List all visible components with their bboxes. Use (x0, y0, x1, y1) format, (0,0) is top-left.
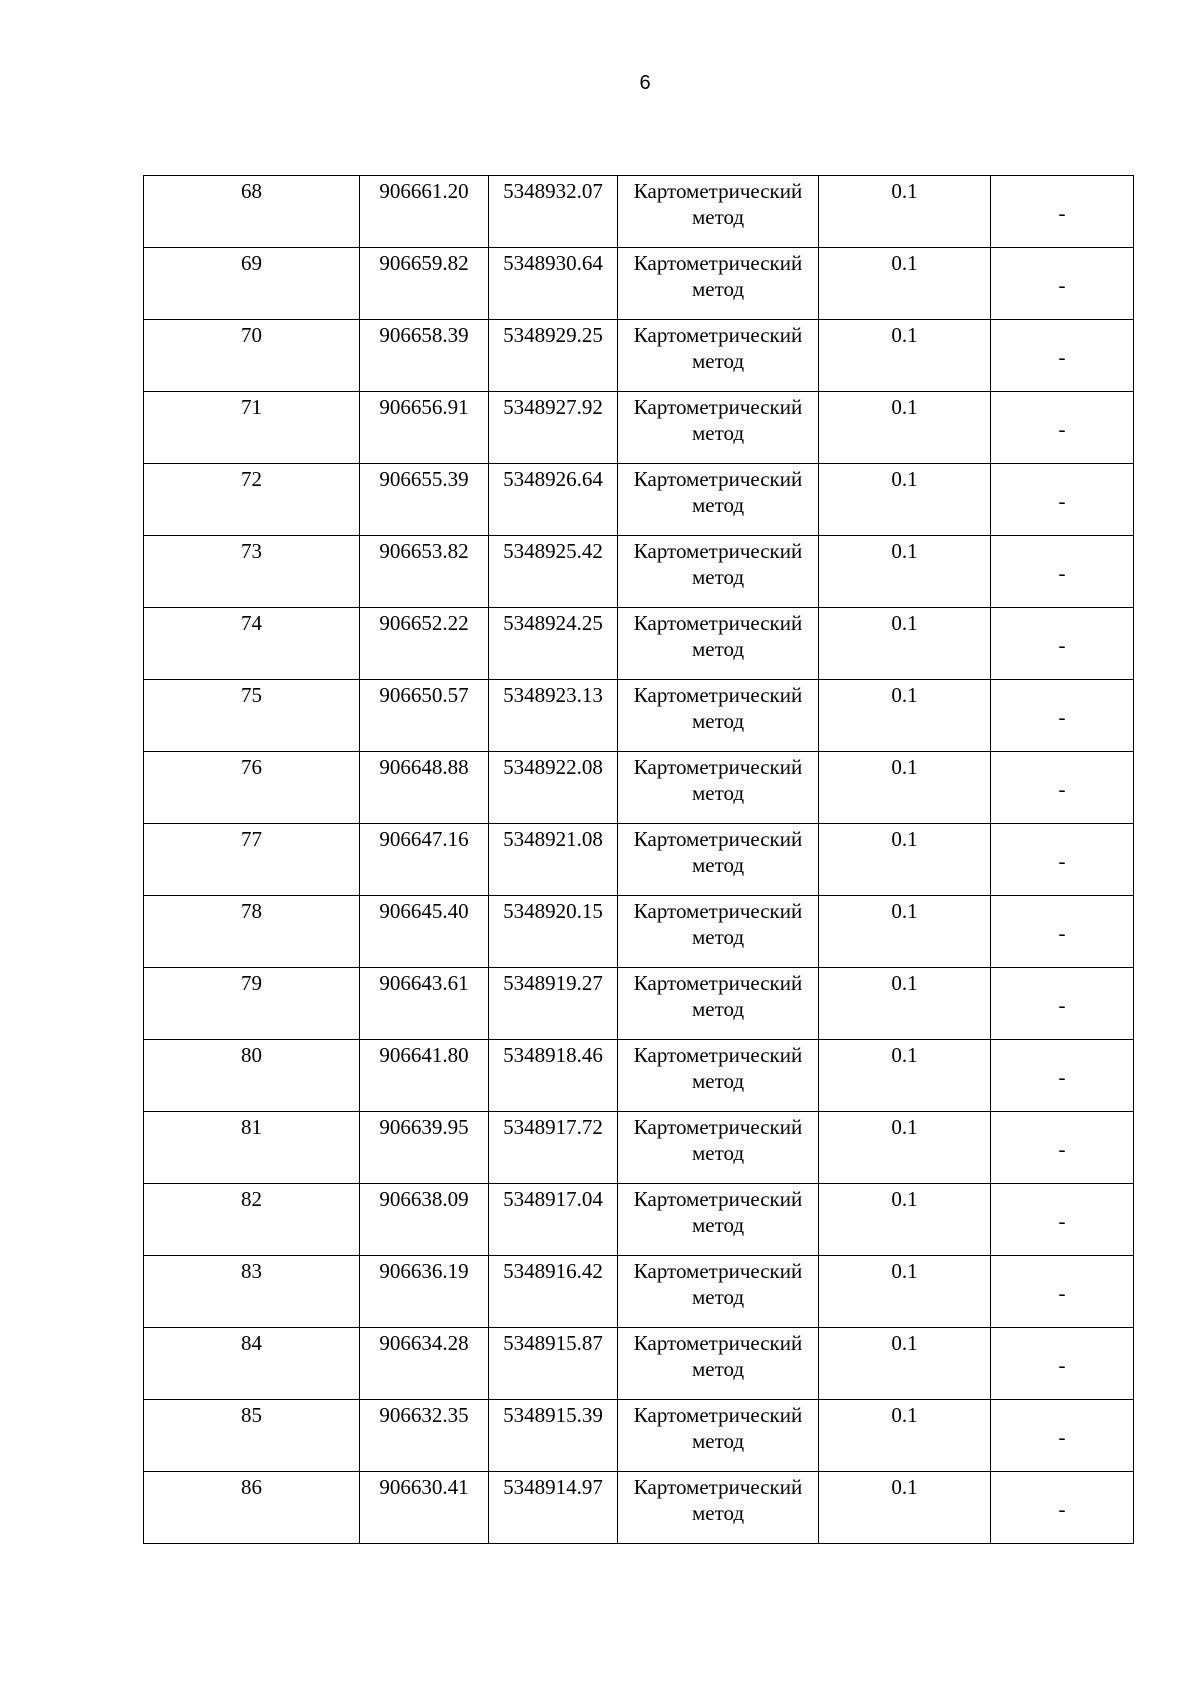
y-coordinate-cell-text: 5348925.42 (503, 539, 603, 563)
note-cell (991, 1400, 1134, 1472)
note-cell (991, 968, 1134, 1040)
note-cell (991, 608, 1134, 680)
y-coordinate-cell (489, 1472, 618, 1544)
note-cell-text: - (1058, 416, 1066, 441)
method-cell-text: Картометрический метод (633, 467, 803, 517)
table-row (144, 968, 1134, 1040)
note-cell-text: - (1058, 920, 1066, 945)
method-cell-text: Картометрический метод (633, 395, 803, 445)
precision-cell-text: 0.1 (891, 755, 918, 779)
note-cell (991, 320, 1134, 392)
table-row (144, 680, 1134, 752)
precision-cell (819, 464, 991, 536)
table-row (144, 1328, 1134, 1400)
x-coordinate-cell-text: 906653.82 (379, 539, 469, 563)
note-cell (991, 680, 1134, 752)
x-coordinate-cell (360, 1400, 489, 1472)
table-row (144, 320, 1134, 392)
x-coordinate-cell-text: 906638.09 (379, 1187, 469, 1211)
y-coordinate-cell (489, 680, 618, 752)
method-cell-text: Картометрический метод (633, 1043, 803, 1093)
precision-cell-text: 0.1 (891, 1115, 918, 1139)
method-cell (618, 680, 819, 752)
table-row (144, 1400, 1134, 1472)
point-number-cell (144, 464, 360, 536)
point-number-cell-text: 78 (241, 899, 262, 923)
precision-cell (819, 896, 991, 968)
y-coordinate-cell (489, 968, 618, 1040)
x-coordinate-cell (360, 1256, 489, 1328)
note-cell-text: - (1058, 488, 1066, 513)
table-row (144, 536, 1134, 608)
table-row (144, 248, 1134, 320)
note-cell-text: - (1058, 1352, 1066, 1377)
x-coordinate-cell-text: 906636.19 (379, 1259, 469, 1283)
table-row (144, 1256, 1134, 1328)
precision-cell-text: 0.1 (891, 179, 918, 203)
x-coordinate-cell-text: 906658.39 (379, 323, 469, 347)
y-coordinate-cell (489, 1400, 618, 1472)
precision-cell-text: 0.1 (891, 251, 918, 275)
note-cell (991, 392, 1134, 464)
x-coordinate-cell (360, 680, 489, 752)
note-cell (991, 1112, 1134, 1184)
precision-cell (819, 608, 991, 680)
y-coordinate-cell-text: 5348932.07 (503, 179, 603, 203)
precision-cell-text: 0.1 (891, 323, 918, 347)
y-coordinate-cell-text: 5348927.92 (503, 395, 603, 419)
y-coordinate-cell (489, 536, 618, 608)
point-number-cell (144, 176, 360, 248)
method-cell (618, 176, 819, 248)
method-cell-text: Картометрический метод (633, 1187, 803, 1237)
precision-cell-text: 0.1 (891, 1331, 918, 1355)
y-coordinate-cell-text: 5348920.15 (503, 899, 603, 923)
method-cell-text: Картометрический метод (633, 251, 803, 301)
precision-cell-text: 0.1 (891, 1403, 918, 1427)
y-coordinate-cell-text: 5348923.13 (503, 683, 603, 707)
point-number-cell-text: 70 (241, 323, 262, 347)
table-row (144, 1472, 1134, 1544)
point-number-cell-text: 82 (241, 1187, 262, 1211)
table-row (144, 1040, 1134, 1112)
x-coordinate-cell-text: 906632.35 (379, 1403, 469, 1427)
y-coordinate-cell (489, 608, 618, 680)
point-number-cell (144, 896, 360, 968)
method-cell-text: Картометрический метод (633, 323, 803, 373)
note-cell-text: - (1058, 1064, 1066, 1089)
note-cell (991, 1472, 1134, 1544)
method-cell-text: Картометрический метод (633, 1259, 803, 1309)
precision-cell-text: 0.1 (891, 1475, 918, 1499)
table-row (144, 896, 1134, 968)
method-cell (618, 752, 819, 824)
x-coordinate-cell-text: 906639.95 (379, 1115, 469, 1139)
precision-cell (819, 680, 991, 752)
method-cell-text: Картометрический метод (633, 755, 803, 805)
precision-cell-text: 0.1 (891, 899, 918, 923)
y-coordinate-cell-text: 5348915.39 (503, 1403, 603, 1427)
table-row (144, 1184, 1134, 1256)
point-number-cell-text: 71 (241, 395, 262, 419)
note-cell (991, 1184, 1134, 1256)
note-cell-text: - (1058, 1208, 1066, 1233)
note-cell-text: - (1058, 200, 1066, 225)
point-number-cell-text: 72 (241, 467, 262, 491)
precision-cell (819, 320, 991, 392)
method-cell (618, 392, 819, 464)
y-coordinate-cell (489, 320, 618, 392)
table-row (144, 464, 1134, 536)
y-coordinate-cell (489, 896, 618, 968)
x-coordinate-cell-text: 906643.61 (379, 971, 469, 995)
y-coordinate-cell (489, 1256, 618, 1328)
note-cell (991, 896, 1134, 968)
point-number-cell-text: 69 (241, 251, 262, 275)
method-cell-text: Картометрический метод (633, 1331, 803, 1381)
y-coordinate-cell (489, 824, 618, 896)
method-cell (618, 1328, 819, 1400)
x-coordinate-cell (360, 608, 489, 680)
method-cell (618, 1400, 819, 1472)
y-coordinate-cell-text: 5348926.64 (503, 467, 603, 491)
precision-cell-text: 0.1 (891, 1043, 918, 1067)
y-coordinate-cell-text: 5348922.08 (503, 755, 603, 779)
method-cell-text: Картометрический метод (633, 1403, 803, 1453)
x-coordinate-cell-text: 906634.28 (379, 1331, 469, 1355)
precision-cell (819, 1400, 991, 1472)
note-cell-text: - (1058, 272, 1066, 297)
point-number-cell (144, 392, 360, 464)
precision-cell (819, 176, 991, 248)
precision-cell-text: 0.1 (891, 683, 918, 707)
x-coordinate-cell (360, 824, 489, 896)
x-coordinate-cell (360, 176, 489, 248)
method-cell-text: Картометрический метод (633, 179, 803, 229)
precision-cell (819, 1184, 991, 1256)
point-number-cell-text: 86 (241, 1475, 262, 1499)
method-cell-text: Картометрический метод (633, 611, 803, 661)
method-cell (618, 1112, 819, 1184)
point-number-cell (144, 1328, 360, 1400)
point-number-cell-text: 73 (241, 539, 262, 563)
coordinates-table-body (144, 176, 1134, 1544)
point-number-cell-text: 85 (241, 1403, 262, 1427)
precision-cell-text: 0.1 (891, 1259, 918, 1283)
x-coordinate-cell-text: 906652.22 (379, 611, 469, 635)
note-cell-text: - (1058, 632, 1066, 657)
y-coordinate-cell (489, 1112, 618, 1184)
method-cell (618, 608, 819, 680)
y-coordinate-cell (489, 752, 618, 824)
note-cell (991, 176, 1134, 248)
point-number-cell-text: 68 (241, 179, 262, 203)
note-cell (991, 824, 1134, 896)
note-cell-text: - (1058, 848, 1066, 873)
x-coordinate-cell (360, 752, 489, 824)
x-coordinate-cell (360, 1472, 489, 1544)
y-coordinate-cell-text: 5348914.97 (503, 1475, 603, 1499)
x-coordinate-cell (360, 536, 489, 608)
y-coordinate-cell (489, 248, 618, 320)
point-number-cell (144, 1040, 360, 1112)
point-number-cell (144, 1400, 360, 1472)
y-coordinate-cell-text: 5348919.27 (503, 971, 603, 995)
coordinates-table (143, 175, 1134, 1544)
precision-cell (819, 968, 991, 1040)
method-cell (618, 896, 819, 968)
y-coordinate-cell-text: 5348915.87 (503, 1331, 603, 1355)
y-coordinate-cell (489, 1328, 618, 1400)
method-cell-text: Картометрический метод (633, 1475, 803, 1525)
precision-cell-text: 0.1 (891, 539, 918, 563)
note-cell-text: - (1058, 1280, 1066, 1305)
note-cell (991, 536, 1134, 608)
method-cell (618, 464, 819, 536)
y-coordinate-cell-text: 5348921.08 (503, 827, 603, 851)
note-cell (991, 1328, 1134, 1400)
y-coordinate-cell-text: 5348917.04 (503, 1187, 603, 1211)
method-cell (618, 320, 819, 392)
point-number-cell (144, 320, 360, 392)
note-cell-text: - (1058, 1424, 1066, 1449)
x-coordinate-cell (360, 248, 489, 320)
precision-cell (819, 824, 991, 896)
precision-cell-text: 0.1 (891, 971, 918, 995)
point-number-cell-text: 84 (241, 1331, 262, 1355)
method-cell (618, 1472, 819, 1544)
note-cell (991, 752, 1134, 824)
precision-cell-text: 0.1 (891, 395, 918, 419)
precision-cell (819, 1328, 991, 1400)
table-row (144, 176, 1134, 248)
y-coordinate-cell (489, 1184, 618, 1256)
point-number-cell-text: 81 (241, 1115, 262, 1139)
x-coordinate-cell (360, 392, 489, 464)
x-coordinate-cell (360, 896, 489, 968)
precision-cell (819, 1256, 991, 1328)
x-coordinate-cell (360, 1184, 489, 1256)
point-number-cell-text: 83 (241, 1259, 262, 1283)
point-number-cell (144, 824, 360, 896)
note-cell-text: - (1058, 704, 1066, 729)
precision-cell-text: 0.1 (891, 611, 918, 635)
table-row (144, 824, 1134, 896)
note-cell-text: - (1058, 1496, 1066, 1521)
y-coordinate-cell (489, 464, 618, 536)
y-coordinate-cell-text: 5348930.64 (503, 251, 603, 275)
point-number-cell (144, 536, 360, 608)
y-coordinate-cell (489, 392, 618, 464)
note-cell (991, 1040, 1134, 1112)
x-coordinate-cell (360, 1328, 489, 1400)
x-coordinate-cell-text: 906647.16 (379, 827, 469, 851)
point-number-cell (144, 608, 360, 680)
precision-cell (819, 536, 991, 608)
method-cell (618, 1256, 819, 1328)
table-row (144, 608, 1134, 680)
y-coordinate-cell-text: 5348916.42 (503, 1259, 603, 1283)
x-coordinate-cell (360, 968, 489, 1040)
point-number-cell-text: 76 (241, 755, 262, 779)
point-number-cell-text: 75 (241, 683, 262, 707)
precision-cell (819, 752, 991, 824)
method-cell (618, 536, 819, 608)
y-coordinate-cell (489, 1040, 618, 1112)
x-coordinate-cell-text: 906655.39 (379, 467, 469, 491)
method-cell (618, 968, 819, 1040)
y-coordinate-cell-text: 5348918.46 (503, 1043, 603, 1067)
method-cell (618, 248, 819, 320)
x-coordinate-cell-text: 906645.40 (379, 899, 469, 923)
x-coordinate-cell (360, 1112, 489, 1184)
x-coordinate-cell-text: 906656.91 (379, 395, 469, 419)
method-cell-text: Картометрический метод (633, 539, 803, 589)
y-coordinate-cell-text: 5348924.25 (503, 611, 603, 635)
point-number-cell-text: 79 (241, 971, 262, 995)
x-coordinate-cell-text: 906641.80 (379, 1043, 469, 1067)
point-number-cell-text: 74 (241, 611, 262, 635)
note-cell (991, 248, 1134, 320)
x-coordinate-cell (360, 320, 489, 392)
table-row (144, 752, 1134, 824)
precision-cell-text: 0.1 (891, 1187, 918, 1211)
x-coordinate-cell (360, 464, 489, 536)
method-cell-text: Картометрический метод (633, 827, 803, 877)
precision-cell-text: 0.1 (891, 827, 918, 851)
x-coordinate-cell-text: 906630.41 (379, 1475, 469, 1499)
method-cell-text: Картометрический метод (633, 971, 803, 1021)
precision-cell (819, 392, 991, 464)
point-number-cell (144, 1184, 360, 1256)
point-number-cell-text: 80 (241, 1043, 262, 1067)
point-number-cell (144, 1472, 360, 1544)
method-cell-text: Картометрический метод (633, 683, 803, 733)
y-coordinate-cell-text: 5348929.25 (503, 323, 603, 347)
point-number-cell (144, 1256, 360, 1328)
x-coordinate-cell-text: 906650.57 (379, 683, 469, 707)
method-cell (618, 1040, 819, 1112)
precision-cell (819, 1040, 991, 1112)
y-coordinate-cell (489, 176, 618, 248)
precision-cell (819, 248, 991, 320)
note-cell-text: - (1058, 1136, 1066, 1161)
x-coordinate-cell-text: 906661.20 (379, 179, 469, 203)
note-cell-text: - (1058, 776, 1066, 801)
note-cell (991, 1256, 1134, 1328)
point-number-cell (144, 968, 360, 1040)
method-cell (618, 824, 819, 896)
x-coordinate-cell (360, 1040, 489, 1112)
point-number-cell-text: 77 (241, 827, 262, 851)
method-cell (618, 1184, 819, 1256)
note-cell-text: - (1058, 560, 1066, 585)
table-row (144, 392, 1134, 464)
point-number-cell (144, 1112, 360, 1184)
method-cell-text: Картометрический метод (633, 1115, 803, 1165)
table-row (144, 1112, 1134, 1184)
y-coordinate-cell-text: 5348917.72 (503, 1115, 603, 1139)
note-cell-text: - (1058, 992, 1066, 1017)
point-number-cell (144, 248, 360, 320)
x-coordinate-cell-text: 906648.88 (379, 755, 469, 779)
point-number-cell (144, 680, 360, 752)
point-number-cell (144, 752, 360, 824)
precision-cell (819, 1472, 991, 1544)
note-cell (991, 464, 1134, 536)
x-coordinate-cell-text: 906659.82 (379, 251, 469, 275)
precision-cell (819, 1112, 991, 1184)
method-cell-text: Картометрический метод (633, 899, 803, 949)
precision-cell-text: 0.1 (891, 467, 918, 491)
page-number: 6 (639, 72, 651, 94)
note-cell-text: - (1058, 344, 1066, 369)
